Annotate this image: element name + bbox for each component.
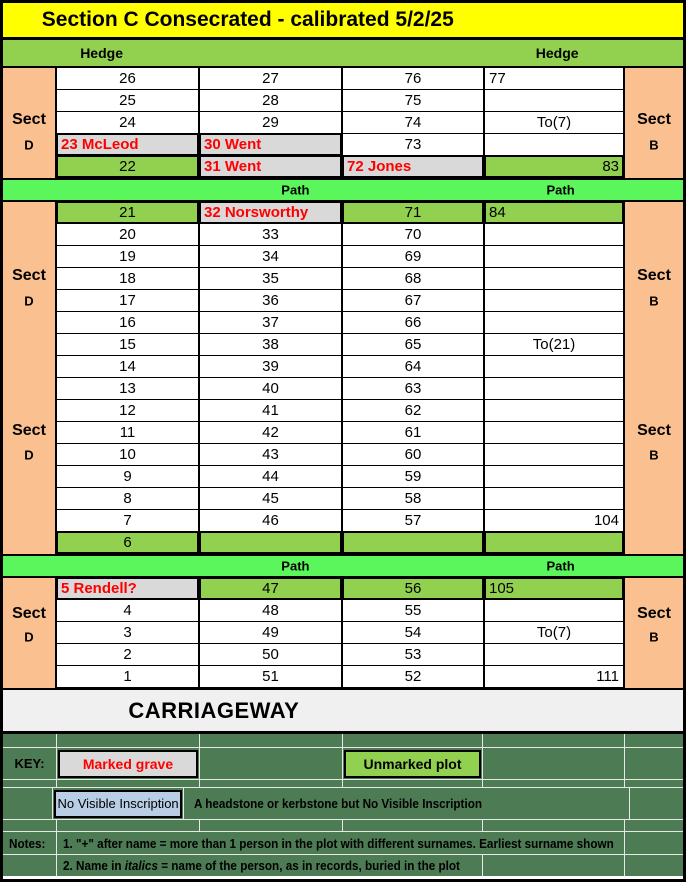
plot-cell-67: 67 <box>343 290 485 312</box>
plot-cell-54: 54 <box>343 622 485 644</box>
path-row-1 <box>3 178 683 202</box>
plot-cell-43: 43 <box>200 444 343 466</box>
plot-cell-84: 84 <box>485 202 625 224</box>
path-label-left: Path <box>281 558 310 574</box>
plot-cell-51: 51 <box>200 666 343 688</box>
sect-label: Sect <box>637 605 671 623</box>
path-label-right: Path <box>546 182 575 198</box>
sect-letter-label: D <box>24 293 34 309</box>
plot-cell-42: 42 <box>200 422 343 444</box>
key-label: KEY: <box>3 748 57 779</box>
plot-cell <box>485 134 625 156</box>
plot-cell-to(21): To(21) <box>485 334 625 356</box>
plot-cell-30-went: 30 Went <box>200 134 343 156</box>
plot-cell-39: 39 <box>200 356 343 378</box>
plot-cell-to(7): To(7) <box>485 112 625 134</box>
plot-cell-24: 24 <box>57 112 200 134</box>
notes-row-2 <box>3 855 683 876</box>
plot-cell-10: 10 <box>57 444 200 466</box>
sect-letter-label: D <box>24 629 34 645</box>
plot-cell <box>485 290 625 312</box>
plot-cell-12: 12 <box>57 400 200 422</box>
sect-label: Sect <box>637 421 671 439</box>
plot-cell-21: 21 <box>57 202 200 224</box>
plot-cell-40: 40 <box>200 378 343 400</box>
plot-cell-17: 17 <box>57 290 200 312</box>
plot-cell-47: 47 <box>200 578 343 600</box>
sect-label: Sect <box>637 266 671 284</box>
sect-label: Sect <box>12 605 46 623</box>
plot-cell-58: 58 <box>343 488 485 510</box>
plot-cell <box>485 90 625 112</box>
plot-cell-73: 73 <box>343 134 485 156</box>
plot-cell-77: 77 <box>485 68 625 90</box>
legend-spacer-row <box>3 820 683 832</box>
plot-cell-53: 53 <box>343 644 485 666</box>
page-title: Section C Consecrated - calibrated 5/2/25 <box>41 8 454 31</box>
note-2: 2. Name in italics = name of the person, as in records, buried in the plot <box>63 858 460 873</box>
path-label-right: Path <box>546 558 575 574</box>
carriageway-label: CARRIAGEWAY <box>128 697 300 723</box>
legend-zone <box>3 734 683 876</box>
plot-grid <box>3 68 683 688</box>
sect-letter-label: B <box>649 293 659 309</box>
plot-cell-7: 7 <box>57 510 200 532</box>
plot-cell-19: 19 <box>57 246 200 268</box>
plot-cell-46: 46 <box>200 510 343 532</box>
plot-grid-section-2 <box>3 202 683 554</box>
plot-cell-3: 3 <box>57 622 200 644</box>
plot-cell-37: 37 <box>200 312 343 334</box>
plot-cell-35: 35 <box>200 268 343 290</box>
plot-cell-23-mcleod: 23 McLeod <box>57 134 200 156</box>
plot-cell-49: 49 <box>200 622 343 644</box>
plot-cell-76: 76 <box>343 68 485 90</box>
sect-letter-label: B <box>649 447 659 463</box>
path-row-2 <box>3 554 683 578</box>
plot-cell-69: 69 <box>343 246 485 268</box>
sect-letter-label: B <box>649 629 659 645</box>
plot-cell <box>485 378 625 400</box>
hedge-label-left: Hedge <box>80 45 123 61</box>
plot-cell-60: 60 <box>343 444 485 466</box>
sect-column-right <box>625 202 683 554</box>
sect-letter-label: D <box>24 137 34 153</box>
plot-cell-34: 34 <box>200 246 343 268</box>
plot-cell-68: 68 <box>343 268 485 290</box>
plot-cell <box>485 400 625 422</box>
title-band <box>3 3 683 40</box>
plot-cell-33: 33 <box>200 224 343 246</box>
plot-cell-111: 111 <box>485 666 625 688</box>
plot-cell-15: 15 <box>57 334 200 356</box>
plot-cell-25: 25 <box>57 90 200 112</box>
plot-cell <box>485 644 625 666</box>
plot-cell-27: 27 <box>200 68 343 90</box>
sect-label: Sect <box>12 266 46 284</box>
plot-cell <box>485 224 625 246</box>
plot-cell-50: 50 <box>200 644 343 666</box>
plot-cell-22: 22 <box>57 156 200 178</box>
plot-cell-6: 6 <box>57 532 200 554</box>
plot-cell-104: 104 <box>485 510 625 532</box>
plot-cell-9: 9 <box>57 466 200 488</box>
legend-unmarked-plot: Unmarked plot <box>344 750 481 778</box>
note-2-cell <box>57 855 483 876</box>
plot-cell-20: 20 <box>57 224 200 246</box>
notes-label: Notes: <box>3 832 57 854</box>
plot-cell-13: 13 <box>57 378 200 400</box>
plot-cell-31-went: 31 Went <box>200 156 343 178</box>
plot-cell-16: 16 <box>57 312 200 334</box>
sect-column-left <box>3 68 57 178</box>
plot-cell-4: 4 <box>57 600 200 622</box>
plot-cell-70: 70 <box>343 224 485 246</box>
plot-cell-66: 66 <box>343 312 485 334</box>
plot-cell-62: 62 <box>343 400 485 422</box>
notes-row-1 <box>3 832 683 855</box>
plot-cell-1: 1 <box>57 666 200 688</box>
plot-cell-8: 8 <box>57 488 200 510</box>
plot-cell <box>485 268 625 290</box>
plot-cell-41: 41 <box>200 400 343 422</box>
plot-cell-14: 14 <box>57 356 200 378</box>
carriageway-band <box>3 688 683 734</box>
plot-grid-section-3 <box>3 578 683 688</box>
hedge-label-right: Hedge <box>535 45 579 61</box>
plot-cell-26: 26 <box>57 68 200 90</box>
plot-cell-65: 65 <box>343 334 485 356</box>
plot-cell-83: 83 <box>485 156 625 178</box>
legend-spacer-row <box>3 734 683 748</box>
sect-letter-label: D <box>24 447 34 463</box>
plot-cell <box>485 532 625 554</box>
plot-cell-57: 57 <box>343 510 485 532</box>
plot-cell <box>485 600 625 622</box>
plot-cell-38: 38 <box>200 334 343 356</box>
note-1: 1. "+" after name = more than 1 person in the plot with different surnames. Earliest surname shown <box>63 835 614 851</box>
plot-cell <box>343 532 485 554</box>
plot-cell-105: 105 <box>485 578 625 600</box>
legend-marked-grave: Marked grave <box>58 750 198 778</box>
nvi-row <box>3 788 683 820</box>
sect-label: Sect <box>12 110 46 128</box>
legend-spacer-row <box>3 780 683 788</box>
plot-cell <box>485 488 625 510</box>
plot-cell-18: 18 <box>57 268 200 290</box>
sect-column-left <box>3 578 57 688</box>
sect-column-left <box>3 202 57 554</box>
note-1-cell <box>57 832 625 854</box>
plot-cell-29: 29 <box>200 112 343 134</box>
hedge-row <box>3 40 683 68</box>
nvi-description-cell <box>184 788 629 819</box>
plot-cell-11: 11 <box>57 422 200 444</box>
path-label-left: Path <box>281 182 310 198</box>
plot-cell-5-rendell?: 5 Rendell? <box>57 578 200 600</box>
plot-cell-72-jones: 72 Jones <box>343 156 485 178</box>
plot-cell <box>485 246 625 268</box>
plot-cell-48: 48 <box>200 600 343 622</box>
plot-cell-75: 75 <box>343 90 485 112</box>
plot-cell <box>485 466 625 488</box>
plot-cell-59: 59 <box>343 466 485 488</box>
nvi-description: A headstone or kerbstone but No Visible Inscription <box>194 796 483 811</box>
plot-cell-2: 2 <box>57 644 200 666</box>
plot-cell-64: 64 <box>343 356 485 378</box>
plot-cell-74: 74 <box>343 112 485 134</box>
sect-label: Sect <box>637 110 671 128</box>
plot-cell-55: 55 <box>343 600 485 622</box>
plot-cell-71: 71 <box>343 202 485 224</box>
sect-label: Sect <box>12 421 46 439</box>
sect-column-right <box>625 578 683 688</box>
plot-cell-52: 52 <box>343 666 485 688</box>
plot-cell-63: 63 <box>343 378 485 400</box>
plot-cell-36: 36 <box>200 290 343 312</box>
plot-cell-45: 45 <box>200 488 343 510</box>
plot-cell-to(7): To(7) <box>485 622 625 644</box>
legend-no-visible-inscription: No Visible Inscription <box>54 790 183 818</box>
sect-letter-label: B <box>649 137 659 153</box>
plot-cell-56: 56 <box>343 578 485 600</box>
key-row <box>3 748 683 780</box>
plot-cell <box>485 312 625 334</box>
plot-cell-28: 28 <box>200 90 343 112</box>
plot-cell <box>200 532 343 554</box>
sect-column-right <box>625 68 683 178</box>
plot-cell-44: 44 <box>200 466 343 488</box>
plot-cell-61: 61 <box>343 422 485 444</box>
plot-grid-section-1 <box>3 68 683 178</box>
plot-cell <box>485 422 625 444</box>
plot-cell-32-norsworthy: 32 Norsworthy <box>200 202 343 224</box>
plot-cell <box>485 444 625 466</box>
plot-cell <box>485 356 625 378</box>
